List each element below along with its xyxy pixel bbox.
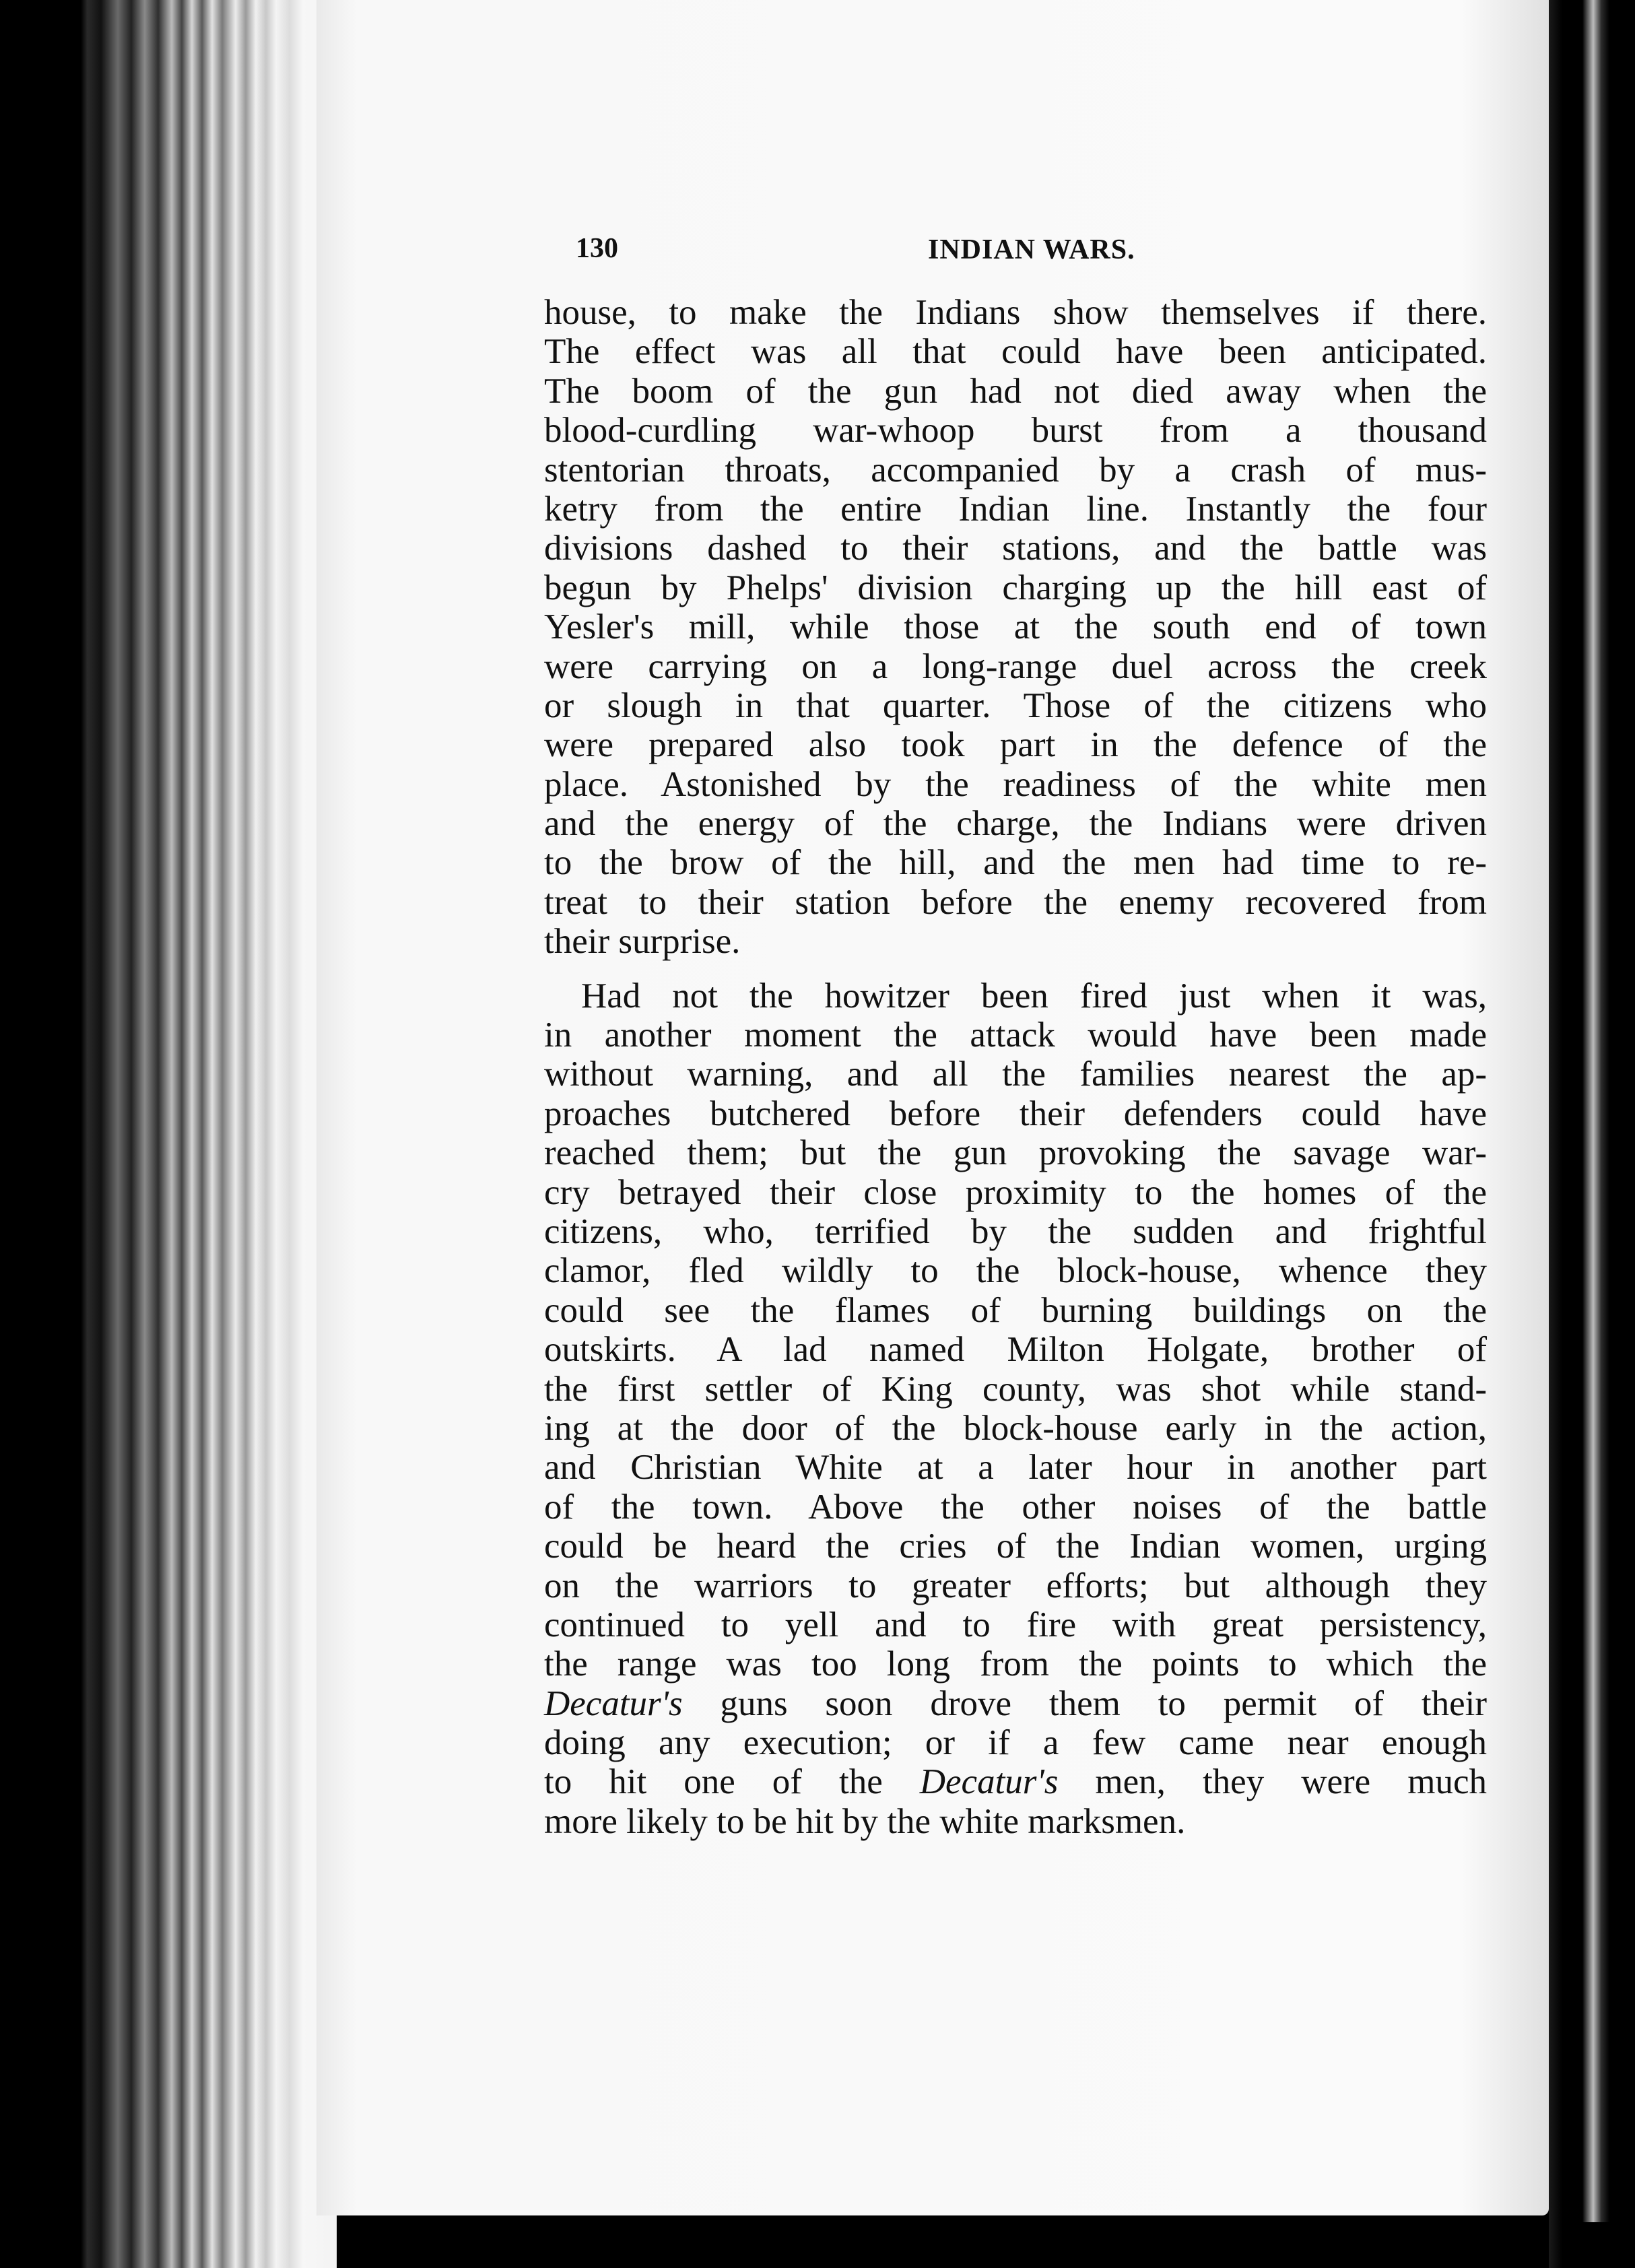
text-line: citizens, who, terrified by the sudden and frightful xyxy=(544,1211,1487,1251)
text-line: on the warriors to greater efforts; but although they xyxy=(544,1566,1487,1605)
text-line: blood-curdling war-whoop burst from a thousand xyxy=(544,411,1487,451)
paragraph-1 xyxy=(544,293,1487,962)
text-line: their surprise. xyxy=(544,922,741,962)
text-line: divisions dashed to their stations, and the battle was xyxy=(544,529,1487,568)
text-line: Had not the howitzer been fired just when it was, xyxy=(581,976,1487,1015)
text-line: and Christian White at a later hour in another part xyxy=(544,1448,1487,1488)
body-text xyxy=(544,293,1487,1841)
text-line: Decatur's guns soon drove them to permit of their xyxy=(544,1683,1487,1723)
text-line: could see the flames of burning buildings on the xyxy=(544,1290,1487,1330)
text-line: ketry from the entire Indian line. Instantly the four xyxy=(544,489,1487,529)
book-page-edges xyxy=(0,0,337,2268)
text-line: treat to their station before the enemy recovered from xyxy=(544,882,1487,922)
text-line: stentorian throats, accompanied by a crash of mus- xyxy=(544,450,1487,490)
text-line: continued to yell and to fire with great persistency, xyxy=(544,1605,1487,1644)
text-line: in another moment the attack would have been made xyxy=(544,1015,1487,1055)
text-line: begun by Phelps' division charging up the hill east of xyxy=(544,568,1487,607)
text-line: proaches butchered before their defenders could have xyxy=(544,1094,1487,1133)
text-line: could be heard the cries of the Indian women, urging xyxy=(544,1527,1487,1566)
text-line: to the brow of the hill, and the men had time to re- xyxy=(544,843,1487,883)
text-line: place. Astonished by the readiness of the white men xyxy=(544,764,1487,804)
text-line: to hit one of the Decatur's men, they were much xyxy=(544,1762,1487,1802)
page-number: 130 xyxy=(576,233,618,264)
text-line: cry betrayed their close proximity to the homes of the xyxy=(544,1172,1487,1212)
text-line: without warning, and all the families nearest the ap- xyxy=(544,1055,1487,1094)
ship-name-italic: Decatur's xyxy=(919,1762,1059,1802)
text-line: and the energy of the charge, the Indians were driven xyxy=(544,804,1487,844)
text-line: of the town. Above the other noises of the battle xyxy=(544,1487,1487,1527)
page-header xyxy=(576,232,1485,273)
text-line: ing at the door of the block-house early in the action, xyxy=(544,1408,1487,1448)
text-line: were carrying on a long-range duel across the creek xyxy=(544,646,1487,686)
running-title: INDIAN WARS. xyxy=(928,234,1135,265)
text-line: reached them; but the gun provoking the savage war- xyxy=(544,1133,1487,1173)
text-line: house, to make the Indians show themselves if there. xyxy=(544,293,1487,332)
text-line: doing any execution; or if a few came near enough xyxy=(544,1723,1487,1763)
text-line: were prepared also took part in the defence of the xyxy=(544,725,1487,765)
text-line: clamor, fled wildly to the block-house, whence they xyxy=(544,1251,1487,1291)
text-line: or slough in that quarter. Those of the citizens who xyxy=(544,686,1487,725)
text-line: outskirts. A lad named Milton Holgate, brother of xyxy=(544,1330,1487,1370)
text-line: the first settler of King county, was shot while stand- xyxy=(544,1369,1487,1409)
text-line: more likely to be hit by the white marksmen. xyxy=(544,1801,1186,1841)
ship-name-italic: Decatur's xyxy=(544,1683,683,1723)
facing-page-edge xyxy=(1582,0,1609,2222)
text-line: The effect was all that could have been anticipated. xyxy=(544,332,1487,372)
text-line: Yesler's mill, while those at the south end of town xyxy=(544,607,1487,647)
text-line: the range was too long from the points to which the xyxy=(544,1644,1487,1684)
paragraph-2 xyxy=(544,976,1487,1842)
text-line: The boom of the gun had not died away when the xyxy=(544,371,1487,411)
